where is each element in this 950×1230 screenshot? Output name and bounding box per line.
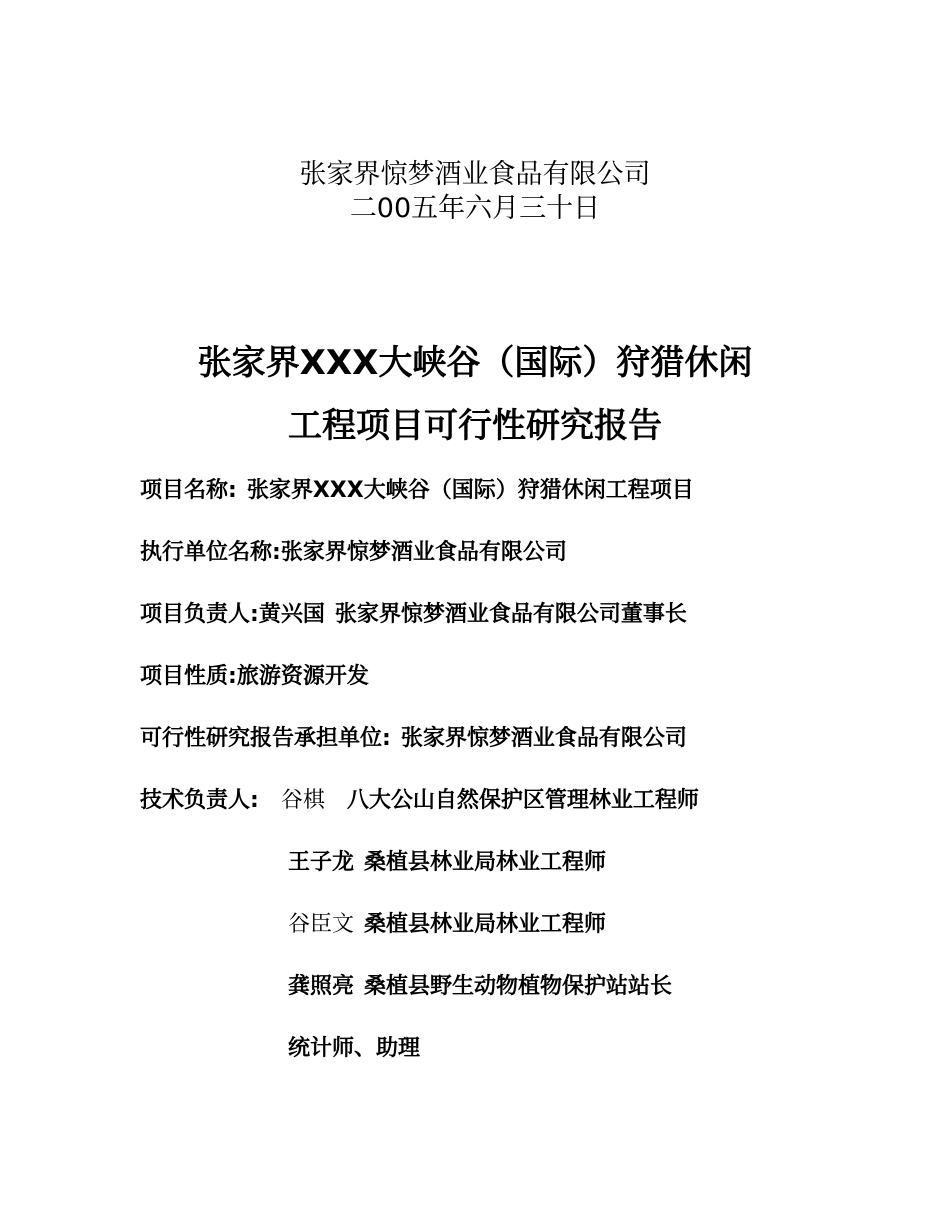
report-title-line-2: 工程项目可行性研究报告 (288, 406, 662, 446)
report-unit-field (140, 724, 687, 754)
executing-unit-field (140, 538, 567, 568)
staff-row (288, 848, 606, 878)
staff-row (288, 1034, 420, 1064)
technical-leader-label: 技术负责人: (140, 788, 259, 813)
staff-name: 王子龙 (288, 850, 355, 875)
project-leader-name: 黄兴国 (258, 602, 325, 627)
staff-title: 桑植县林业局林业工程师 (364, 912, 607, 937)
report-unit-label: 可行性研究报告承担单位: (140, 726, 391, 751)
project-leader-field (140, 600, 687, 630)
staff-title: 八大公山自然保护区管理林业工程师 (346, 788, 699, 813)
executing-unit-value: 张家界惊梦酒业食品有限公司 (280, 540, 567, 565)
project-nature-field (140, 662, 369, 692)
project-name-value: 张家界XXX大峡谷（国际）狩猎休闲工程项目 (246, 478, 694, 503)
report-unit-value: 张家界惊梦酒业食品有限公司 (400, 726, 687, 751)
staff-row (288, 972, 672, 1002)
company-name-header: 张家界惊梦酒业食品有限公司 (299, 159, 651, 190)
project-nature-value: 旅游资源开发 (236, 664, 369, 689)
report-date: 二00五年六月三十日 (349, 193, 601, 224)
staff-row (288, 910, 606, 940)
staff-name: 谷棋 (280, 788, 325, 813)
staff-title: 桑植县林业局林业工程师 (364, 850, 607, 875)
staff-title: 桑植县野生动物植物保护站站长 (364, 974, 673, 999)
technical-leader-field (140, 786, 699, 816)
executing-unit-label: 执行单位名称: (140, 540, 281, 565)
project-name-label: 项目名称: (140, 478, 237, 503)
project-leader-label: 项目负责人: (140, 602, 259, 627)
project-name-field (140, 476, 694, 506)
project-nature-label: 项目性质: (140, 664, 237, 689)
staff-title: 统计师、助理 (288, 1036, 421, 1061)
project-leader-title: 张家界惊梦酒业食品有限公司董事长 (334, 602, 687, 627)
staff-name: 谷臣文 (288, 912, 355, 937)
report-title-line-1: 张家界XXX大峡谷（国际）狩猎休闲 (197, 343, 753, 383)
staff-name: 龚照亮 (288, 974, 355, 999)
